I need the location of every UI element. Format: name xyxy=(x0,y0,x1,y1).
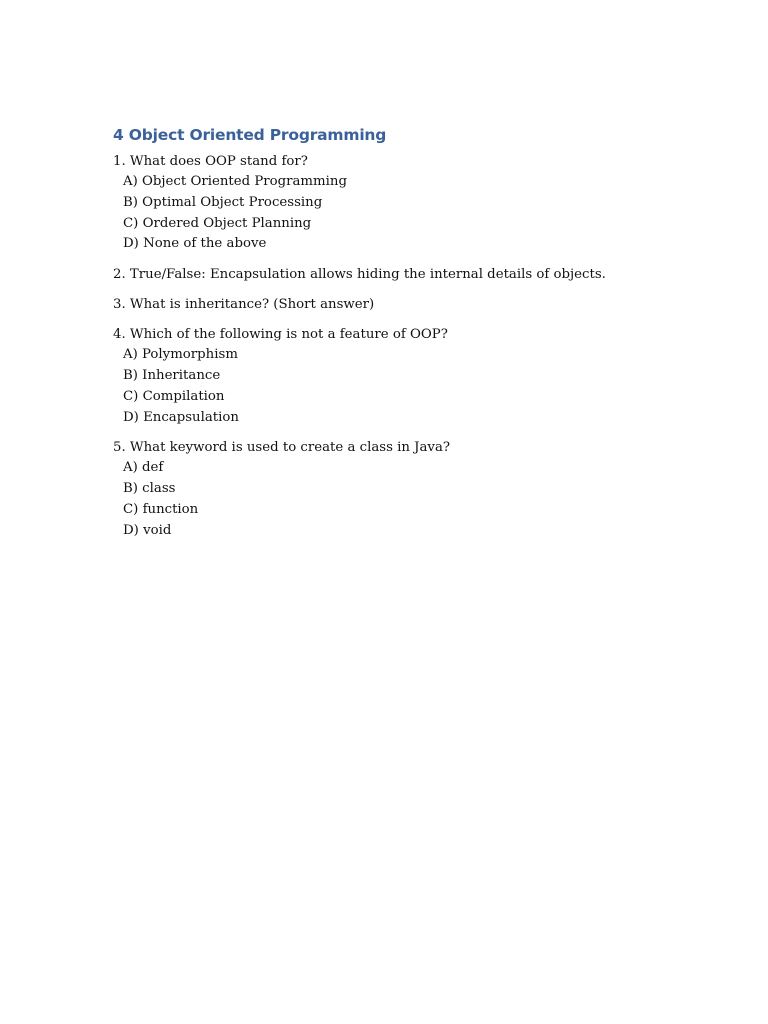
question-2 xyxy=(113,264,713,285)
question-text: 5. What keyword is used to create a class in Java? xyxy=(113,440,450,456)
question-text: 4. Which of the following is not a feature of OOP? xyxy=(113,327,448,343)
option-item: C) Compilation xyxy=(123,388,225,404)
question-3 xyxy=(113,294,713,315)
option-item: D) None of the above xyxy=(123,236,267,252)
option-item: A) def xyxy=(123,460,164,476)
option-item: B) Optimal Object Processing xyxy=(123,194,323,210)
section-heading: 4 Object Oriented Programming xyxy=(113,126,387,144)
option-item: D) Encapsulation xyxy=(123,409,239,425)
question-text: 2. True/False: Encapsulation allows hiding the internal details of objects. xyxy=(113,267,606,283)
question-text: 1. What does OOP stand for? xyxy=(113,154,308,169)
option-item: A) Object Oriented Programming xyxy=(123,174,347,189)
option-list xyxy=(113,172,713,255)
option-list xyxy=(113,345,713,428)
question-text: 3. What is inheritance? (Short answer) xyxy=(113,297,375,313)
document-content xyxy=(113,124,713,551)
option-item: D) void xyxy=(123,522,172,538)
option-item: C) Ordered Object Planning xyxy=(123,215,312,231)
question-4 xyxy=(113,324,713,428)
option-item: B) Inheritance xyxy=(123,367,221,383)
question-1 xyxy=(113,151,713,255)
option-item: A) Polymorphism xyxy=(123,347,238,363)
option-item: C) function xyxy=(123,501,199,517)
option-list xyxy=(113,458,713,541)
option-item: B) class xyxy=(123,481,176,497)
question-5 xyxy=(113,437,713,541)
